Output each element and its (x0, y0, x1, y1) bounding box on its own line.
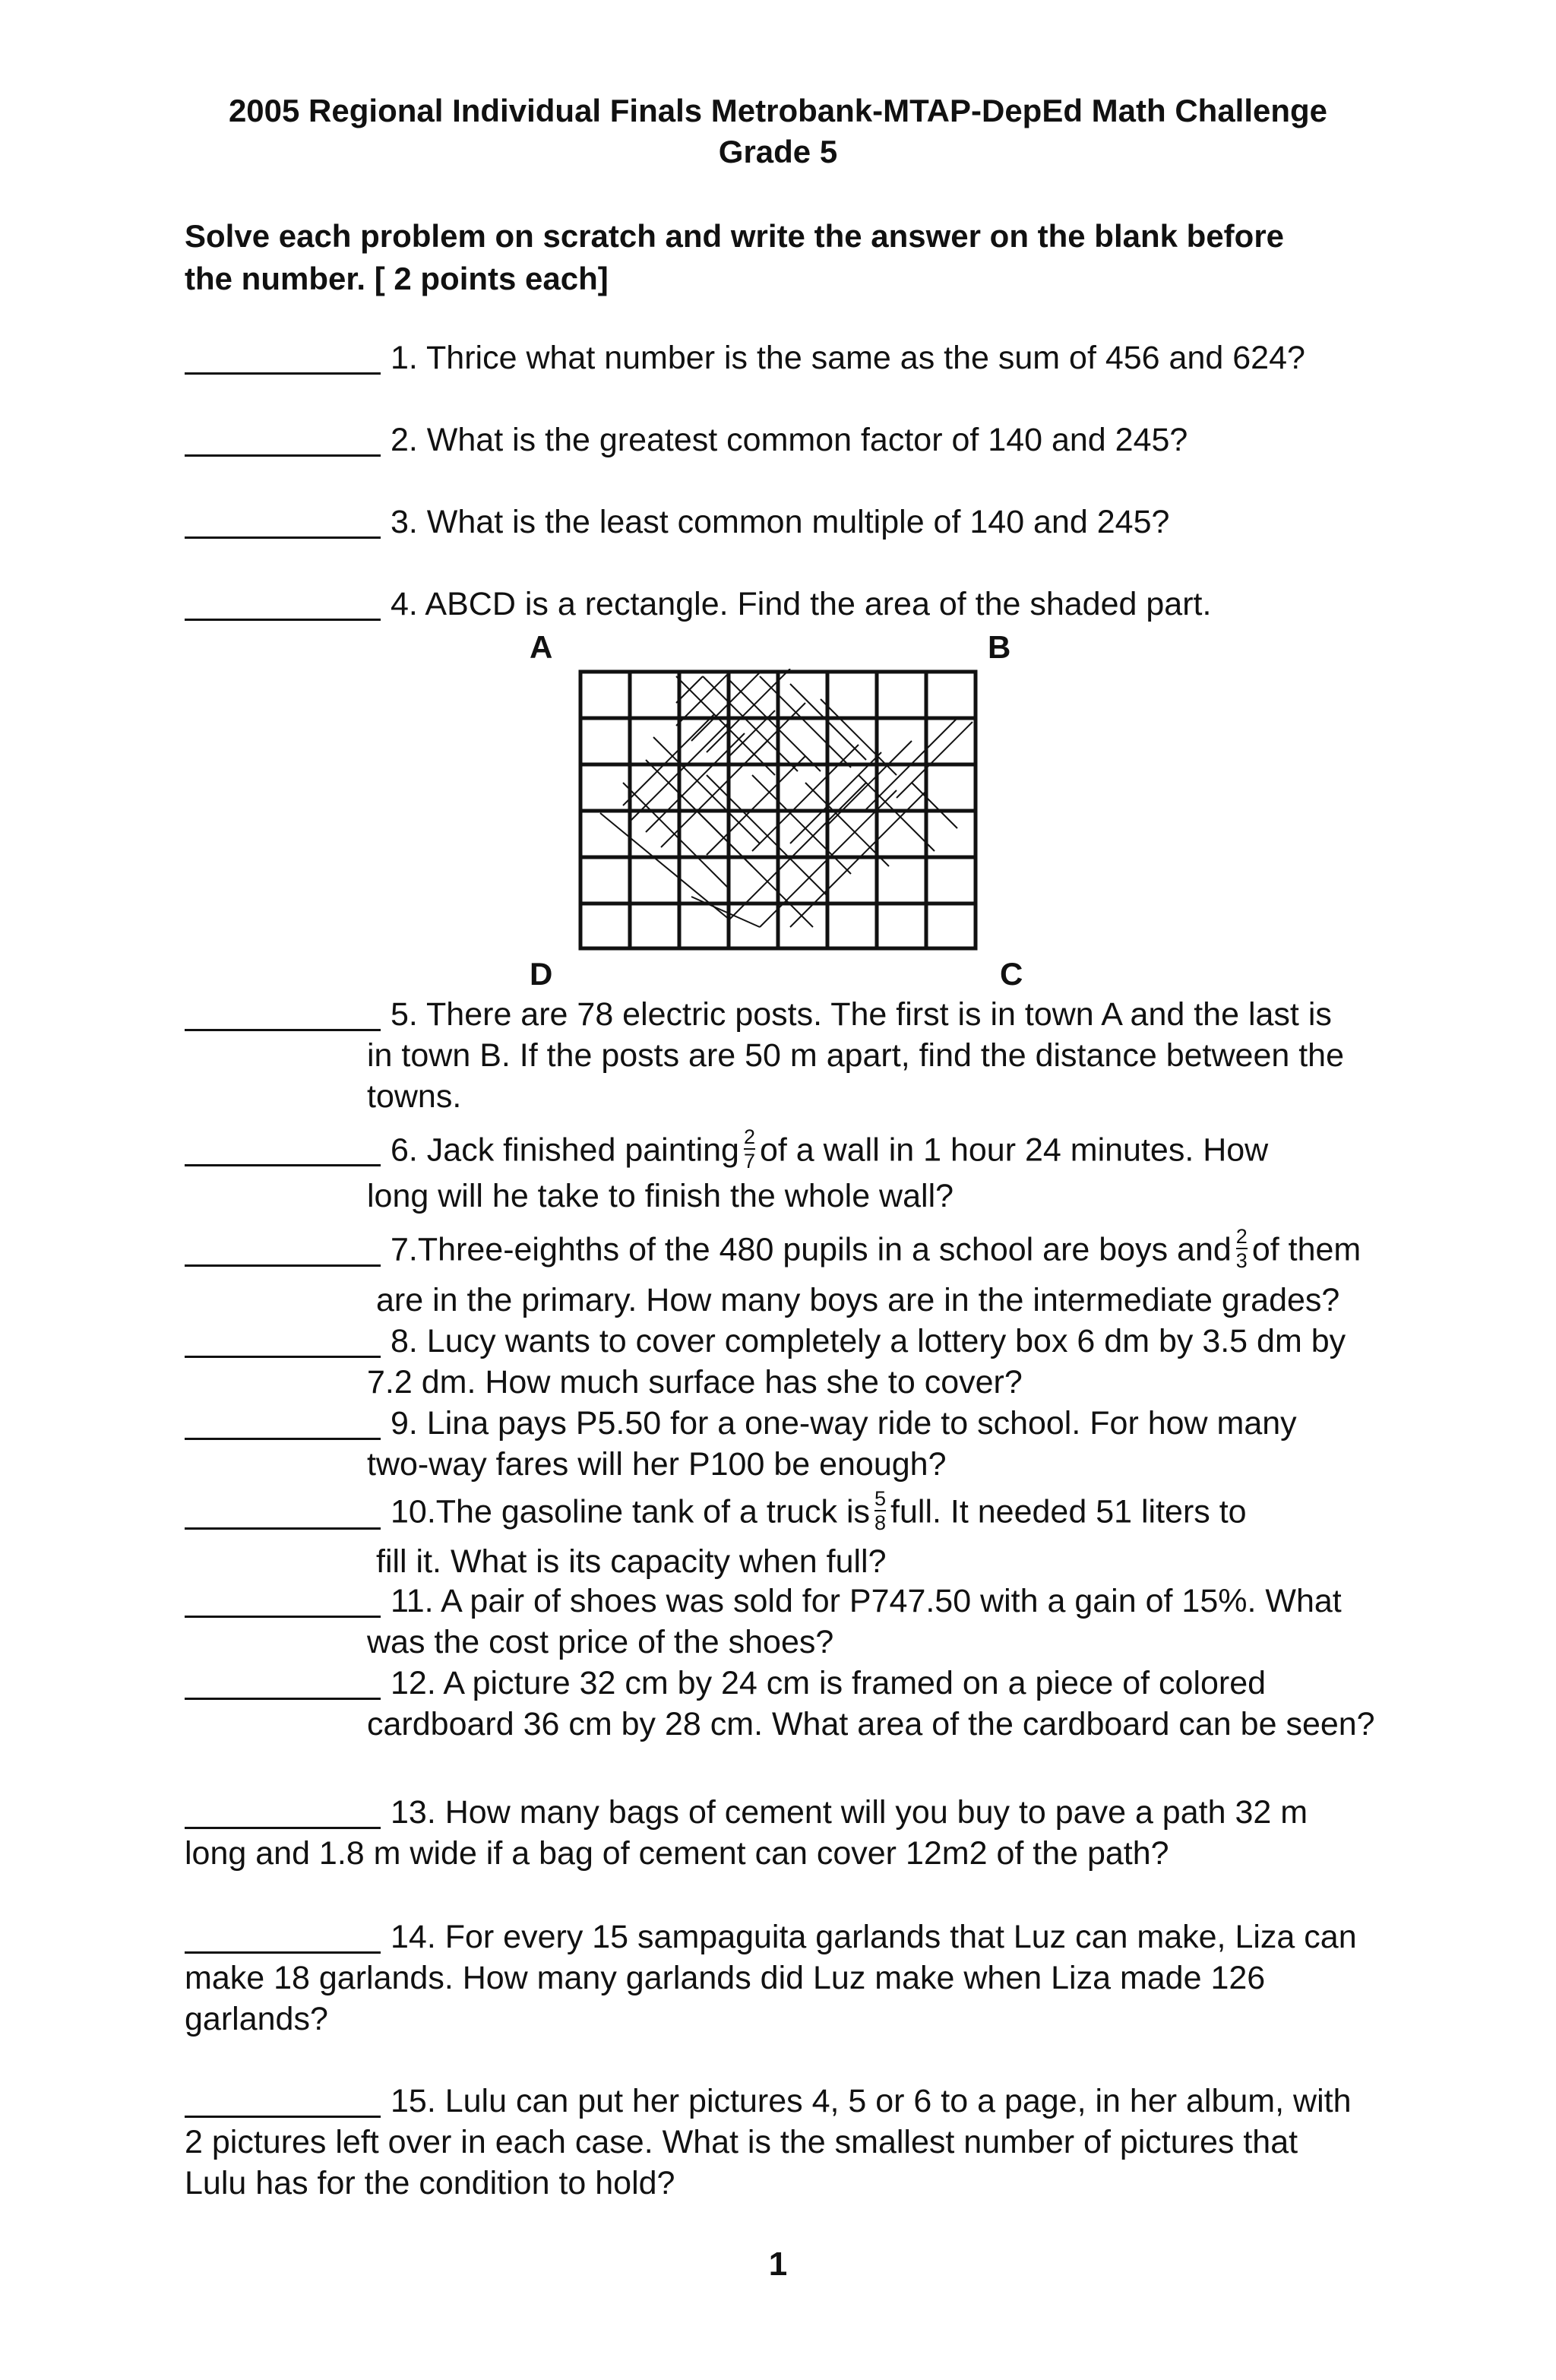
problem-3: 3. What is the least common multiple of 140 and 245? (391, 504, 1170, 540)
problem-13-line-1: 13. How many bags of cement will you buy to pave a path 32 m (391, 1794, 1308, 1831)
answer-blank-15[interactable] (185, 2116, 381, 2118)
problem-1: 1. Thrice what number is the same as the sum of 456 and 624? (391, 340, 1305, 376)
corner-label-b: B (988, 629, 1011, 665)
worksheet-title: 2005 Regional Individual Finals Metrobank-MTAP-DepEd Math Challenge (228, 93, 1328, 128)
problem-12-line-2: cardboard 36 cm by 28 cm. What area of the cardboard can be seen? (367, 1706, 1375, 1742)
fraction-numerator: 2 (743, 1125, 755, 1148)
problem-10-text-b: full. It needed 51 liters to (890, 1493, 1247, 1530)
shaded-region (600, 669, 972, 927)
corner-label-d: D (530, 956, 553, 992)
fraction-numerator: 5 (874, 1487, 887, 1510)
problem-6-text-b: of a wall in 1 hour 24 minutes. How (760, 1131, 1269, 1169)
problem-2: 2. What is the greatest common factor of 140 and 245? (391, 422, 1188, 458)
fraction-denominator: 3 (1235, 1249, 1248, 1272)
problem-8-line-2: 7.2 dm. How much surface has she to cover? (367, 1364, 1023, 1400)
problem-5-line-1: 5. There are 78 electric posts. The first is in town A and the last is (391, 996, 1332, 1033)
answer-blank-3[interactable] (185, 536, 381, 539)
problem-6-line-1 (391, 1125, 1269, 1175)
answer-blank-9[interactable] (185, 1438, 381, 1440)
problem-15-line-3: Lulu has for the condition to hold? (185, 2165, 675, 2201)
problem-7-text-a: 7.Three-eighths of the 480 pupils in a school are boys and (391, 1231, 1232, 1268)
problem-15-line-1: 15. Lulu can put her pictures 4, 5 or 6 to a page, in her album, with (391, 2083, 1352, 2119)
answer-blank-13[interactable] (185, 1827, 381, 1829)
answer-blank-6[interactable] (185, 1164, 381, 1166)
fraction-numerator: 2 (1235, 1225, 1248, 1248)
problem-4: 4. ABCD is a rectangle. Find the area of the shaded part. (391, 586, 1212, 622)
page-number: 1 (768, 2245, 788, 2283)
rectangle-grid-diagram (577, 669, 988, 957)
fraction-five-eighths (874, 1488, 886, 1533)
problem-6-text-a: 6. Jack finished painting (391, 1131, 739, 1169)
corner-label-c: C (1000, 956, 1023, 992)
problem-15-line-2: 2 pictures left over in each case. What is the smallest number of pictures that (185, 2124, 1298, 2160)
answer-blank-11[interactable] (185, 1616, 381, 1618)
answer-blank-12[interactable] (185, 1698, 381, 1700)
problem-5-line-2: in town B. If the posts are 50 m apart, find the distance between the (367, 1037, 1344, 1074)
problem-10-line-1 (391, 1487, 1247, 1537)
fraction-denominator: 8 (874, 1511, 887, 1534)
problem-9-line-1: 9. Lina pays P5.50 for a one-way ride to school. For how many (391, 1405, 1297, 1442)
problem-12-line-1: 12. A picture 32 cm by 24 cm is framed on a piece of colored (391, 1665, 1267, 1701)
answer-blank-2[interactable] (185, 454, 381, 457)
grade-label: Grade 5 (718, 134, 838, 169)
fraction-two-thirds (1236, 1226, 1248, 1271)
answer-blank-7[interactable] (185, 1264, 381, 1267)
instructions-line-1: Solve each problem on scratch and write the answer on the blank before (185, 218, 1285, 254)
answer-blank-10[interactable] (185, 1527, 381, 1530)
problem-8-line-1: 8. Lucy wants to cover completely a lottery box 6 dm by 3.5 dm by (391, 1323, 1346, 1359)
problem-7-line-2: are in the primary. How many boys are in the intermediate grades? (376, 1282, 1340, 1318)
fraction-denominator: 7 (743, 1150, 755, 1173)
instructions-line-2: the number. [ 2 points each] (185, 261, 609, 296)
problem-10-text-a: 10.The gasoline tank of a truck is (391, 1493, 871, 1530)
problem-7-line-1 (391, 1225, 1362, 1274)
corner-label-a: A (530, 629, 553, 665)
problem-11-line-2: was the cost price of the shoes? (367, 1624, 834, 1660)
problem-14-line-1: 14. For every 15 sampaguita garlands that Luz can make, Liza can (391, 1919, 1357, 1955)
fraction-two-sevenths (744, 1126, 755, 1172)
problem-6-line-2: long will he take to finish the whole wall? (367, 1178, 954, 1214)
answer-blank-5[interactable] (185, 1029, 381, 1031)
problem-10-line-2: fill it. What is its capacity when full? (376, 1543, 887, 1580)
problem-14-line-3: garlands? (185, 2001, 328, 2037)
answer-blank-8[interactable] (185, 1356, 381, 1358)
grid (580, 672, 976, 948)
problem-5-line-3: towns. (367, 1078, 462, 1115)
problem-11-line-1: 11. A pair of shoes was sold for P747.50 with a gain of 15%. What (391, 1583, 1342, 1619)
answer-blank-1[interactable] (185, 372, 381, 375)
problem-9-line-2: two-way fares will her P100 be enough? (367, 1446, 947, 1483)
problem-7-text-b: of them (1251, 1231, 1362, 1268)
answer-blank-14[interactable] (185, 1951, 381, 1954)
answer-blank-4[interactable] (185, 619, 381, 621)
problem-14-line-2: make 18 garlands. How many garlands did Luz make when Liza made 126 (185, 1960, 1266, 1996)
problem-13-line-2: long and 1.8 m wide if a bag of cement can cover 12m2 of the path? (185, 1835, 1169, 1872)
